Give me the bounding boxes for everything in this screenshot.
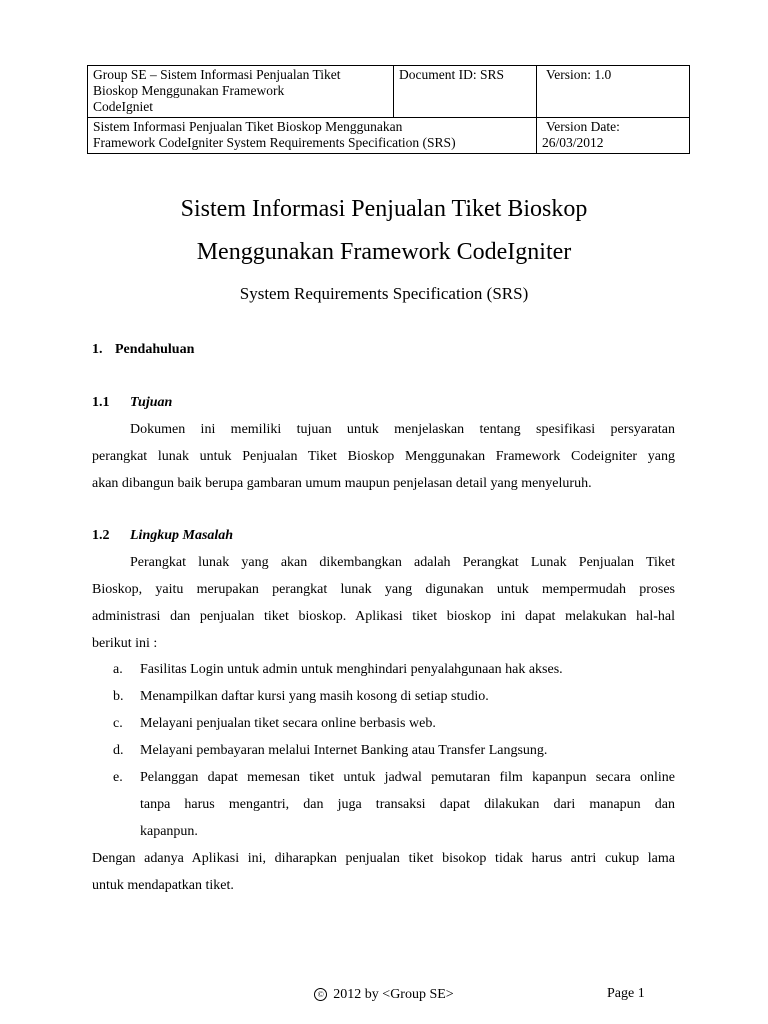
- header-version-date: [536, 118, 689, 154]
- list-item-text: Melayani pembayaran melalui Internet Banking atau Transfer Langsung.: [140, 743, 548, 758]
- list-item: [113, 656, 675, 683]
- document-subtitle: System Requirements Specification (SRS): [239, 284, 529, 303]
- paragraph-line: administrasi dan penjualan tiket bioskop. Aplikasi tiket bioskop ini dapat melakukan hal-hal: [92, 609, 675, 624]
- header-project-title-line: Bioskop Menggunakan Framework: [93, 83, 285, 98]
- paragraph-line: Dengan adanya Aplikasi ini, diharapkan penjualan tiket bisokop tidak harus antri cukup lama: [92, 851, 675, 866]
- list-item-text: Menampilkan daftar kursi yang masih kosong di setiap studio.: [140, 689, 489, 704]
- footer-copyright-text: 2012 by <Group SE>: [333, 987, 454, 1002]
- paragraph-line: perangkat lunak untuk Penjualan Tiket Bioskop Menggunakan Framework Codeigniter yang: [92, 449, 675, 464]
- header-description-line: Sistem Informasi Penjualan Tiket Bioskop Menggunakan: [93, 119, 403, 134]
- header-description: [88, 118, 537, 154]
- section-1-1-paragraph: [92, 416, 675, 497]
- footer-page-number: Page 1: [607, 986, 645, 1001]
- paragraph-line: Bioskop, yaitu merupakan perangkat lunak yang digunakan untuk mempermudah proses: [92, 582, 675, 597]
- header-description-line: Framework CodeIgniter System Requirements Specification (SRS): [93, 135, 456, 150]
- list-item-text: Melayani penjualan tiket secara online berbasis web.: [140, 716, 436, 731]
- header-project-title: [88, 66, 394, 118]
- list-item-text: Fasilitas Login untuk admin untuk menghindari penyalahgunaan hak akses.: [140, 662, 563, 677]
- list-item-label: d.: [113, 743, 124, 758]
- list-item: [113, 683, 675, 710]
- paragraph-line: Perangkat lunak yang akan dikembangkan adalah Perangkat Lunak Penjualan Tiket: [130, 555, 675, 570]
- list-item-label: b.: [113, 689, 124, 704]
- paragraph-line: Dokumen ini memiliki tujuan untuk menjelaskan tentang spesifikasi persyaratan: [130, 422, 675, 437]
- section-1-1-title: Tujuan: [130, 395, 173, 410]
- list-item-label: c.: [113, 716, 123, 731]
- list-item-text: Pelanggan dapat memesan tiket untuk jadwal pemutaran film kapanpun secara online: [140, 770, 675, 785]
- footer-copyright: [0, 986, 768, 1004]
- header-version-date-value: 26/03/2012: [541, 135, 604, 150]
- header-project-title-line: CodeIgniet: [93, 99, 153, 114]
- feature-list: [113, 656, 675, 845]
- header-version-text: Version: 1.0: [545, 67, 612, 82]
- header-version-date-label: Version Date:: [545, 119, 620, 134]
- list-item-text: tanpa harus mengantri, dan juga transaksi dapat dilakukan dari manapun dan: [140, 797, 675, 812]
- header-project-title-line: Group SE – Sistem Informasi Penjualan Tiket: [93, 67, 341, 82]
- section-1-2-heading: [92, 527, 233, 545]
- list-item: [113, 710, 675, 737]
- section-1-1-heading: [92, 394, 172, 412]
- paragraph-line: untuk mendapatkan tiket.: [92, 878, 234, 893]
- paragraph-line: berikut ini :: [92, 636, 158, 651]
- paragraph-line: akan dibangun baik berupa gambaran umum maupun penjelasan detail yang menyeluruh.: [92, 476, 592, 491]
- section-1-title: Pendahuluan: [115, 342, 195, 357]
- list-item: [113, 764, 675, 845]
- section-1-2-paragraph: [92, 549, 675, 657]
- document-header-table: [87, 65, 690, 154]
- closing-paragraph: [92, 845, 675, 899]
- list-item: [113, 737, 675, 764]
- section-1-number: 1.: [92, 342, 103, 357]
- document-title-line1: Sistem Informasi Penjualan Tiket Bioskop: [180, 196, 588, 222]
- section-1-2-title: Lingkup Masalah: [130, 528, 234, 543]
- section-1-2-number: 1.2: [92, 528, 110, 543]
- list-item-label: e.: [113, 770, 123, 785]
- header-document-id: Document ID: SRS: [394, 66, 537, 118]
- list-item-text: kapanpun.: [140, 824, 198, 839]
- header-version: [536, 66, 689, 118]
- section-1-heading: [92, 341, 194, 359]
- list-item-label: a.: [113, 662, 123, 677]
- copyright-icon: ©: [314, 988, 327, 1001]
- section-1-1-number: 1.1: [92, 395, 110, 410]
- document-title-line2: Menggunakan Framework CodeIgniter: [196, 239, 572, 265]
